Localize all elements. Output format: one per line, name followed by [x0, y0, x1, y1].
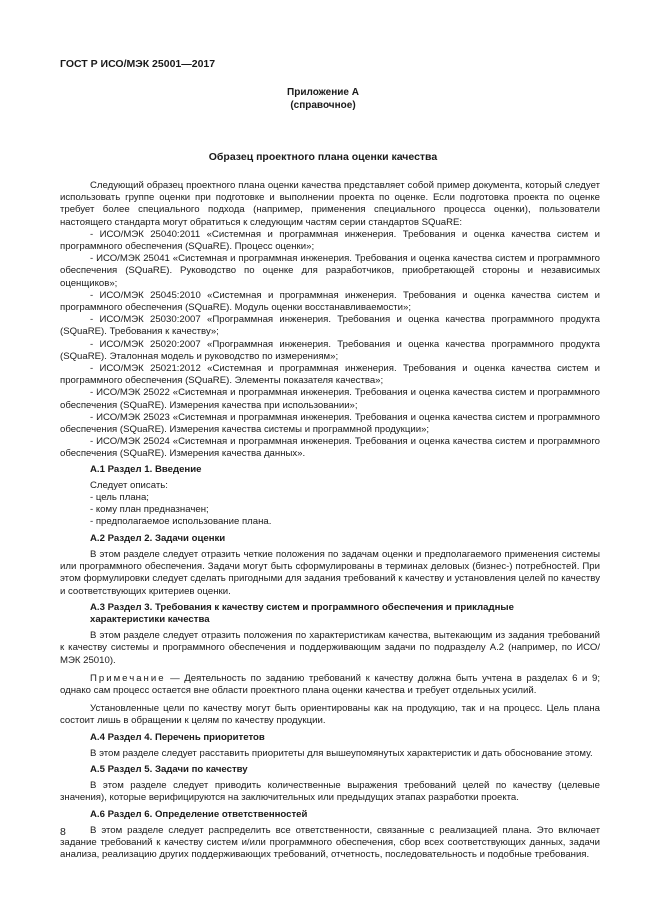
- a3-paragraph-2: Установленные цели по качеству могут быть ориентированы как на продукцию, так и на процесс. Цель плана состоит лишь в обращении к целям по качеству продукции.: [60, 703, 600, 727]
- section-heading-a6: А.6 Раздел 6. Определение ответственностей: [90, 808, 308, 820]
- reference-item: - ИСО/МЭК 25040:2011 «Системная и программная инженерия. Требования и оценка качества систем и программного обеспечения (SQuaRE). Процесс оценки»;: [60, 228, 600, 253]
- section-heading-a3: А.3 Раздел 3. Требования к качеству систем и программного обеспечения и прикладные: [90, 601, 514, 613]
- section-heading-a5: А.5 Раздел 5. Задачи по качеству: [90, 763, 248, 775]
- reference-item: - ИСО/МЭК 25030:2007 «Программная инженерия. Требования и оценка качества программного продукта (SQuaRE). Требования к качеству»;: [60, 314, 600, 338]
- a1-item: - цель плана;: [90, 492, 149, 504]
- standard-header: ГОСТ Р ИСО/МЭК 25001—2017: [60, 58, 216, 70]
- reference-list: [60, 229, 600, 461]
- reference-item: - ИСО/МЭК 25045:2010 «Системная и программная инженерия. Требования и оценка качества систем и программного обеспечения (SQuaRE). Модуль оценки восстанавливаемости»;: [60, 289, 600, 314]
- a3-note: [60, 673, 600, 697]
- appendix-type: (справочное): [290, 100, 356, 111]
- section-heading-a1: А.1 Раздел 1. Введение: [90, 463, 202, 475]
- reference-item: - ИСО/МЭК 25023 «Системная и программная инженерия. Требования и оценка качества систем и программного обеспечения (SQuaRE). Измерения качества системы и программной продукции»;: [60, 411, 600, 436]
- document-body: [60, 180, 600, 861]
- reference-item: - ИСО/МЭК 25041 «Системная и программная инженерия. Требования и оценка качества систем и программного обеспечения (SQuaRE). Руководство по оценке для разработчиков, приобретающей стороны и независимых оценщиков»;: [60, 253, 600, 289]
- appendix-label: Приложение А: [287, 87, 359, 98]
- section-heading-a3-cont: характеристики качества: [90, 613, 210, 625]
- a5-paragraph: В этом разделе следует приводить количественные выражения требований целей по качеству (целевые значения), которые верифицируются на заключительных или предыдущих этапах разработки проекта.: [60, 780, 600, 804]
- a1-item: - предполагаемое использование плана.: [90, 516, 272, 528]
- a1-lead: Следует описать:: [90, 479, 168, 491]
- reference-item: - ИСО/МЭК 25020:2007 «Программная инженерия. Требования и оценка качества программного продукта (SQuaRE). Эталонная модель и руководство по измерениям»;: [60, 338, 600, 362]
- a3-paragraph: В этом разделе следует отразить положения по характеристикам качества, вытекающим из задания требований к качеству системы и программного обеспечения и поддерживающим задачи по подразделу А.2 (например, по ИСО/МЭК 25010).: [60, 630, 600, 666]
- page-number: 8: [60, 826, 66, 838]
- note-label: Примечание: [90, 672, 166, 684]
- a4-paragraph: В этом разделе следует расставить приоритеты для вышеупомянутых характеристик и дать обоснование этому.: [90, 747, 593, 759]
- reference-item: - ИСО/МЭК 25021:2012 «Системная и программная инженерия. Требования и оценка качества систем и программного обеспечения (SQuaRE). Элементы показателя качества»;: [60, 363, 600, 387]
- intro-paragraph: Следующий образец проектного плана оценки качества представляет собой пример документа, который следует использовать группе оценки при подготовке и выполнении проекта по оценке. Если подготовка проекта по оценке требует более специального подхода (например, применения специального процесса оценки), пользователи настоящего стандарта могут обратиться к следующим частям серии стандартов SQuaRE:: [60, 180, 600, 228]
- note-text: — Деятельность по заданию требований к качеству должна быть учтена в разделах 6 и 9; однако сам процесс остается вне области проектного плана оценки качества и требует отдельных усилий.: [60, 672, 600, 696]
- reference-item: - ИСО/МЭК 25022 «Системная и программная инженерия. Требования и оценка качества систем и программного обеспечения (SQuaRE). Измерения качества при использовании»;: [60, 387, 600, 411]
- reference-item: - ИСО/МЭК 25024 «Системная и программная инженерия. Требования и оценка качества систем и программного обеспечения (SQuaRE). Измерения качества данных».: [60, 436, 600, 460]
- document-title: Образец проектного плана оценки качества: [208, 151, 438, 163]
- section-heading-a2: А.2 Раздел 2. Задачи оценки: [90, 532, 226, 544]
- section-heading-a4: А.4 Раздел 4. Перечень приоритетов: [90, 731, 265, 743]
- a6-paragraph: В этом разделе следует распределить все ответственности, связанные с реализацией плана. Это включает задание требований к качеству систем и/или программного обеспечения, сбор всех соответствующих данных, задачи анализа, реализацию других поддерживающих требований, отчетность, последовательность и подобные требования.: [60, 824, 600, 861]
- appendix-title: [0, 86, 646, 112]
- a2-paragraph: В этом разделе следует отразить четкие положения по задачам оценки и предполагаемого применения системы или программного обеспечения. Задачи могут быть сформулированы в терминах деловых (бизнес-) потребностей. При этом формулировки следует сделать пригодными для задания требований к качеству и установления целей по качеству и соответствующих критериев оценки.: [60, 548, 600, 597]
- a1-item: - кому план предназначен;: [90, 504, 209, 516]
